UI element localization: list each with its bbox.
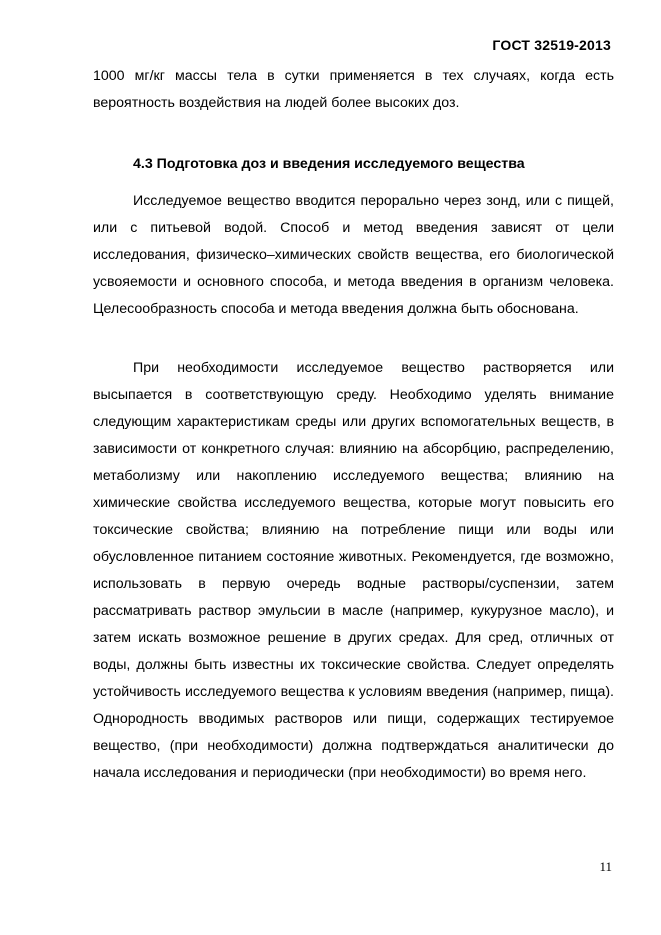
paragraph-block-1: [93, 188, 614, 323]
paragraph-block-2: [93, 355, 614, 787]
page-number: 11: [599, 859, 612, 874]
intro-paragraph: 1000 мг/кг массы тела в сутки применяется в тех случаях, когда есть вероятность воздействия на людей более высоких доз.: [93, 68, 614, 111]
document-code-header: ГОСТ 32519-2013: [492, 37, 611, 53]
paragraph-introduction-method: Исследуемое вещество вводится перорально через зонд, или с пищей, или с питьевой водой. Способ и метод введения зависят от цели исследования, физическо–химических свойств вещества, его биологической усвояемости и основного способа, и метода введения в организм человека. Целесообразность способа и метода введения должна быть обоснована.: [93, 193, 614, 317]
section-heading: 4.3 Подготовка доз и введения исследуемого вещества: [133, 156, 525, 172]
intro-paragraph-block: [93, 63, 614, 117]
paragraph-dose-preparation: При необходимости исследуемое вещество растворяется или высыпается в соответствующую среду. Необходимо уделять внимание следующим характеристикам среды или других вспомогательных веществ, в зависимости от конкретного случая: влиянию на абсорбцию, распределению, метаболизму или накоплению исследуемого вещества; влиянию на химические свойства исследуемого вещества, которые могут повысить его токсические свойства; влиянию на потребление пищи или воды или обусловленное питанием состояние животных. Рекомендуется, где возможно, использовать в первую очередь водные растворы/суспензии, затем рассматривать раствор эмульсии в масле (например, кукурузное масло), и затем искать возможное решение в других средах. Для сред, отличных от воды, должны быть известны их токсические свойства. Следует определять устойчивость исследуемого вещества к условиям введения (например, пища). Однородность вводимых растворов или пищи, содержащих тестируемое вещество, (при необходимости) должна подтверждаться аналитически до начала исследования и периодически (при необходимости) во время него.: [93, 360, 614, 781]
